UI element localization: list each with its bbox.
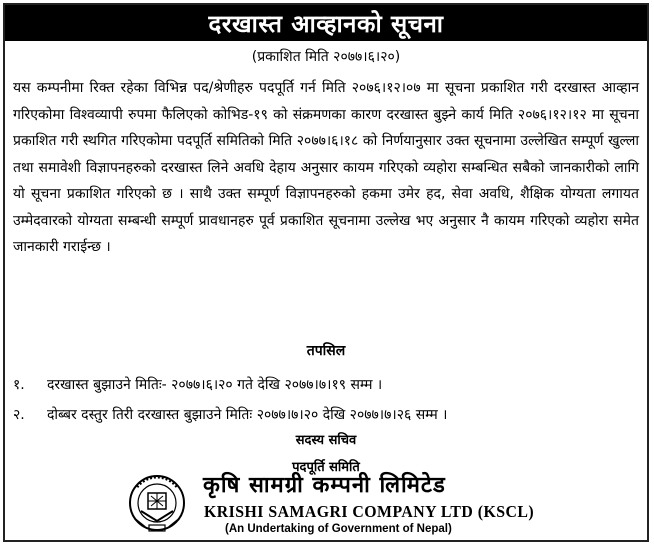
list-item-number: २. xyxy=(13,406,25,423)
signatory-committee: पदपूर्ति समिति xyxy=(292,460,360,475)
list-item-text: दरखास्त बुझाउने मितिः- २०७७।६।२० गते देखि २०७७।७।१९ सम्म । xyxy=(47,376,383,393)
company-seal-icon xyxy=(127,473,187,535)
company-name-english: KRISHI SAMAGRI COMPANY LTD (KSCL) xyxy=(204,502,535,521)
signatory-title: सदस्य सचिव xyxy=(295,433,357,448)
list-item xyxy=(13,369,639,399)
details-list xyxy=(13,369,639,429)
notice-body: यस कम्पनीमा रिक्त रहेका विभिन्न पद/श्रेणीहरु पदपूर्ति गर्न मिति २०७६।१२।०७ मा सूचना प्रकाशित गरी दरखास्त आव्हान गरिएकोमा विश्वव्यापी रुपमा फैलिएको कोभिड-१९ को संक्रमणका कारण दरखास्त बुझ्ने कार्य मिति २०७६।१२।१२ मा सूचना प्रकाशित गरी स्थगित गरिएकोमा पदपूर्ति समितिको मिति २०७७।६।१८ को निर्णयानुसार उक्त सूचनामा उल्लेखित सम्पूर्ण खुल्ला तथा समावेशी विज्ञापनहरुको दरखास्त लिने अवधि देहाय अनुसार कायम गरिएको व्यहोरा सम्बन्धित सबैको जानकारीको लागि यो सूचना प्रकाशित गरिएको छ । साथै उक्त सम्पूर्ण विज्ञापनहरुको हकमा उमेर हद, सेवा अवधि, शैक्षिक योग्यता लगायत उम्मेदवारको योग्यता सम्बन्धी सम्पूर्ण प्रावधानहरु पूर्व प्रकाशित सूचनामा उल्लेख भए अनुसार नै कायम गरिएको व्यहोरा समेत जानकारी गराईन्छ । xyxy=(13,80,639,255)
list-item-text: दोब्बर दस्तुर तिरी दरखास्त बुझाउने मितिः २०७७।७।२० देखि २०७७।७।२६ सम्म । xyxy=(47,406,448,423)
list-item xyxy=(13,399,639,429)
list-item-number: १. xyxy=(13,376,25,393)
notice-frame xyxy=(3,3,649,542)
details-heading: तपसिल xyxy=(306,343,346,359)
company-subtitle: (An Undertaking of Government of Nepal) xyxy=(225,523,452,535)
company-name-nepali: कृषि सामग्री कम्पनी लिमिटेड xyxy=(203,473,446,498)
notice-title: दरखास्त आव्हानको सूचना xyxy=(5,5,647,41)
published-date: (प्रकाशित मिति २०७७।६।२०) xyxy=(251,49,401,65)
